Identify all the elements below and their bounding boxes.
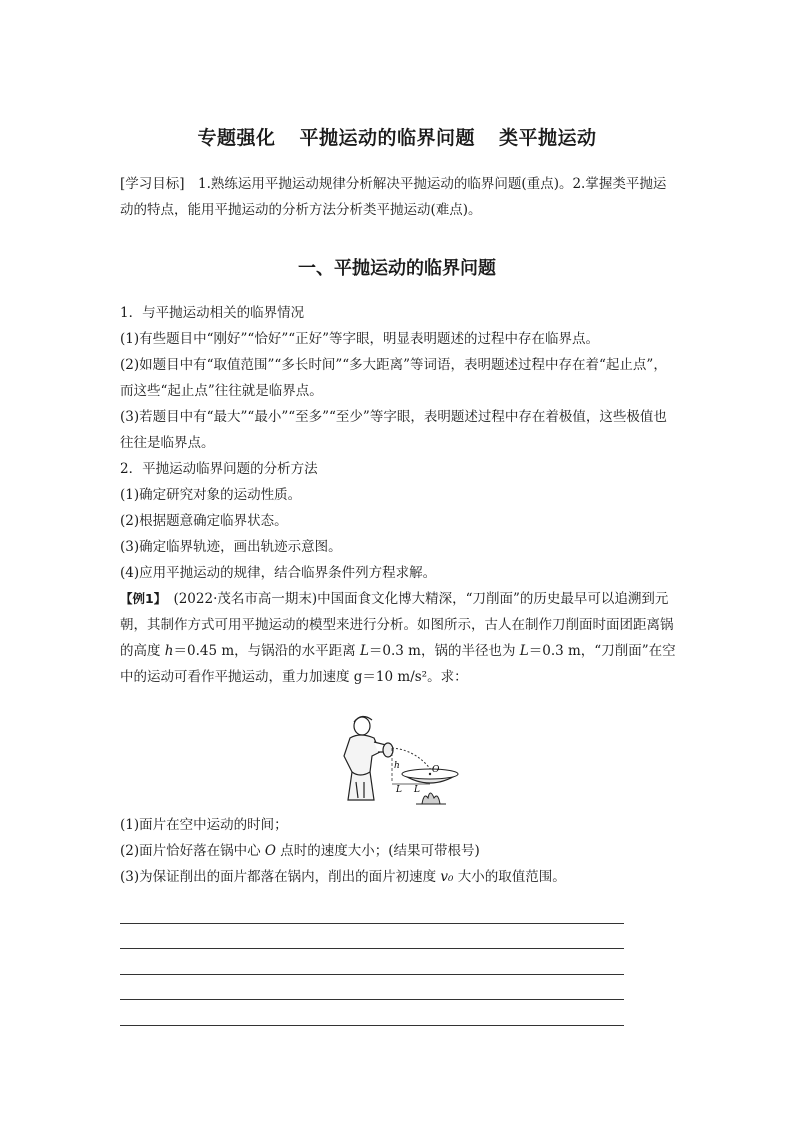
answer-line[interactable] [120,975,624,1001]
section-heading: 一、平抛运动的临界问题 [298,258,496,279]
answer-line[interactable] [120,1000,624,1026]
pot-center-point [429,773,431,775]
question-2-text-a: (2)面片恰好落在锅中心 [120,843,265,859]
answer-lines [120,898,624,1026]
answer-line[interactable] [120,898,624,924]
question-3-text-a: (3)为保证削出的面片都落在锅内，削出的面片初速度 [120,869,441,885]
answer-line[interactable] [120,924,624,950]
title-part-2: 平抛运动的临界问题 [299,127,475,149]
point-1-item-3: (3)若题目中有“最大”“最小”“至多”“至少”等字眼，表明题述过程中存在着极值，这些极值也往往是临界点。 [120,409,667,451]
example-tag: 【例1】 [120,591,160,606]
point-2-item-2: (2)根据题意确定临界状态。 [120,513,288,529]
label-O: O [432,765,440,775]
goals-label: [学习目标] [120,176,185,192]
question-1: (1)面片在空中运动的时间； [120,817,288,833]
point-1-item-1: (1)有些题目中“刚好”“恰好”“正好”等字眼，明显表明题述的过程中存在临界点。 [120,331,600,347]
noodle-cutting-figure [330,712,460,808]
learning-goals [120,171,676,223]
goals-text: 1.熟练运用平抛运动规律分析解决平抛运动的临界问题(重点)。2.掌握类平抛运动的特点，能用平抛运动的分析方法分析类平抛运动(难点)。 [120,176,667,218]
question-2-text-b: 点时的速度大小；(结果可带根号) [276,843,480,859]
question-3-var-v0: v₀ [440,869,454,885]
question-3-text-b: 大小的取值范围。 [453,869,566,885]
point-1-title: 1．与平抛运动相关的临界情况 [120,305,305,321]
example-text-3: ＝0.3 m，锅的半径也为 [368,643,520,659]
title-part-3: 类平抛运动 [499,127,597,149]
label-L2: L [414,785,420,795]
title-part-1: 专题强化 [197,127,276,149]
point-1-item-2: (2)如题目中有“取值范围”“多长时间”“多大距离”等词语，表明题述过程中存在着“起止点”，而这些“起止点”往往就是临界点。 [120,357,667,399]
example-text-1: (2022·茂名市高一期末)中国面食文化博大精深，“刀削面”的历史最早可以追溯到元朝，其制作方式可用平抛运动的模型来进行分析。如图所示，古人在制作刀削面时面团距离锅的高度 [120,591,674,659]
label-h: h [394,761,400,771]
example-1 [120,586,676,690]
question-2-var-O: O [264,843,276,859]
page-title [0,123,794,150]
example-text-4: ＝0.3 m，“刀削面”在空中的运动可看作平抛运动，重力加速度 g＝10 m/s²。求： [120,643,676,685]
example-var-L1: L [359,643,369,659]
question-2 [120,838,676,864]
label-L1: L [396,785,402,795]
example-var-h: h [164,643,174,659]
point-2-item-4: (4)应用平抛运动的规律，结合临界条件列方程求解。 [120,565,437,581]
fire-icon [416,793,446,804]
questions [120,812,676,890]
section-body [120,300,676,690]
question-3 [120,864,676,890]
point-2-item-3: (3)确定临界轨迹，画出轨迹示意图。 [120,539,342,555]
example-text-2: ＝0.45 m，与锅沿的水平距离 [173,643,360,659]
example-var-L2: L [519,643,529,659]
point-2-item-1: (1)确定研究对象的运动性质。 [120,487,302,503]
cook-illustration [344,716,393,800]
answer-line[interactable] [120,949,624,975]
point-2-title: 2．平抛运动临界问题的分析方法 [120,461,318,477]
